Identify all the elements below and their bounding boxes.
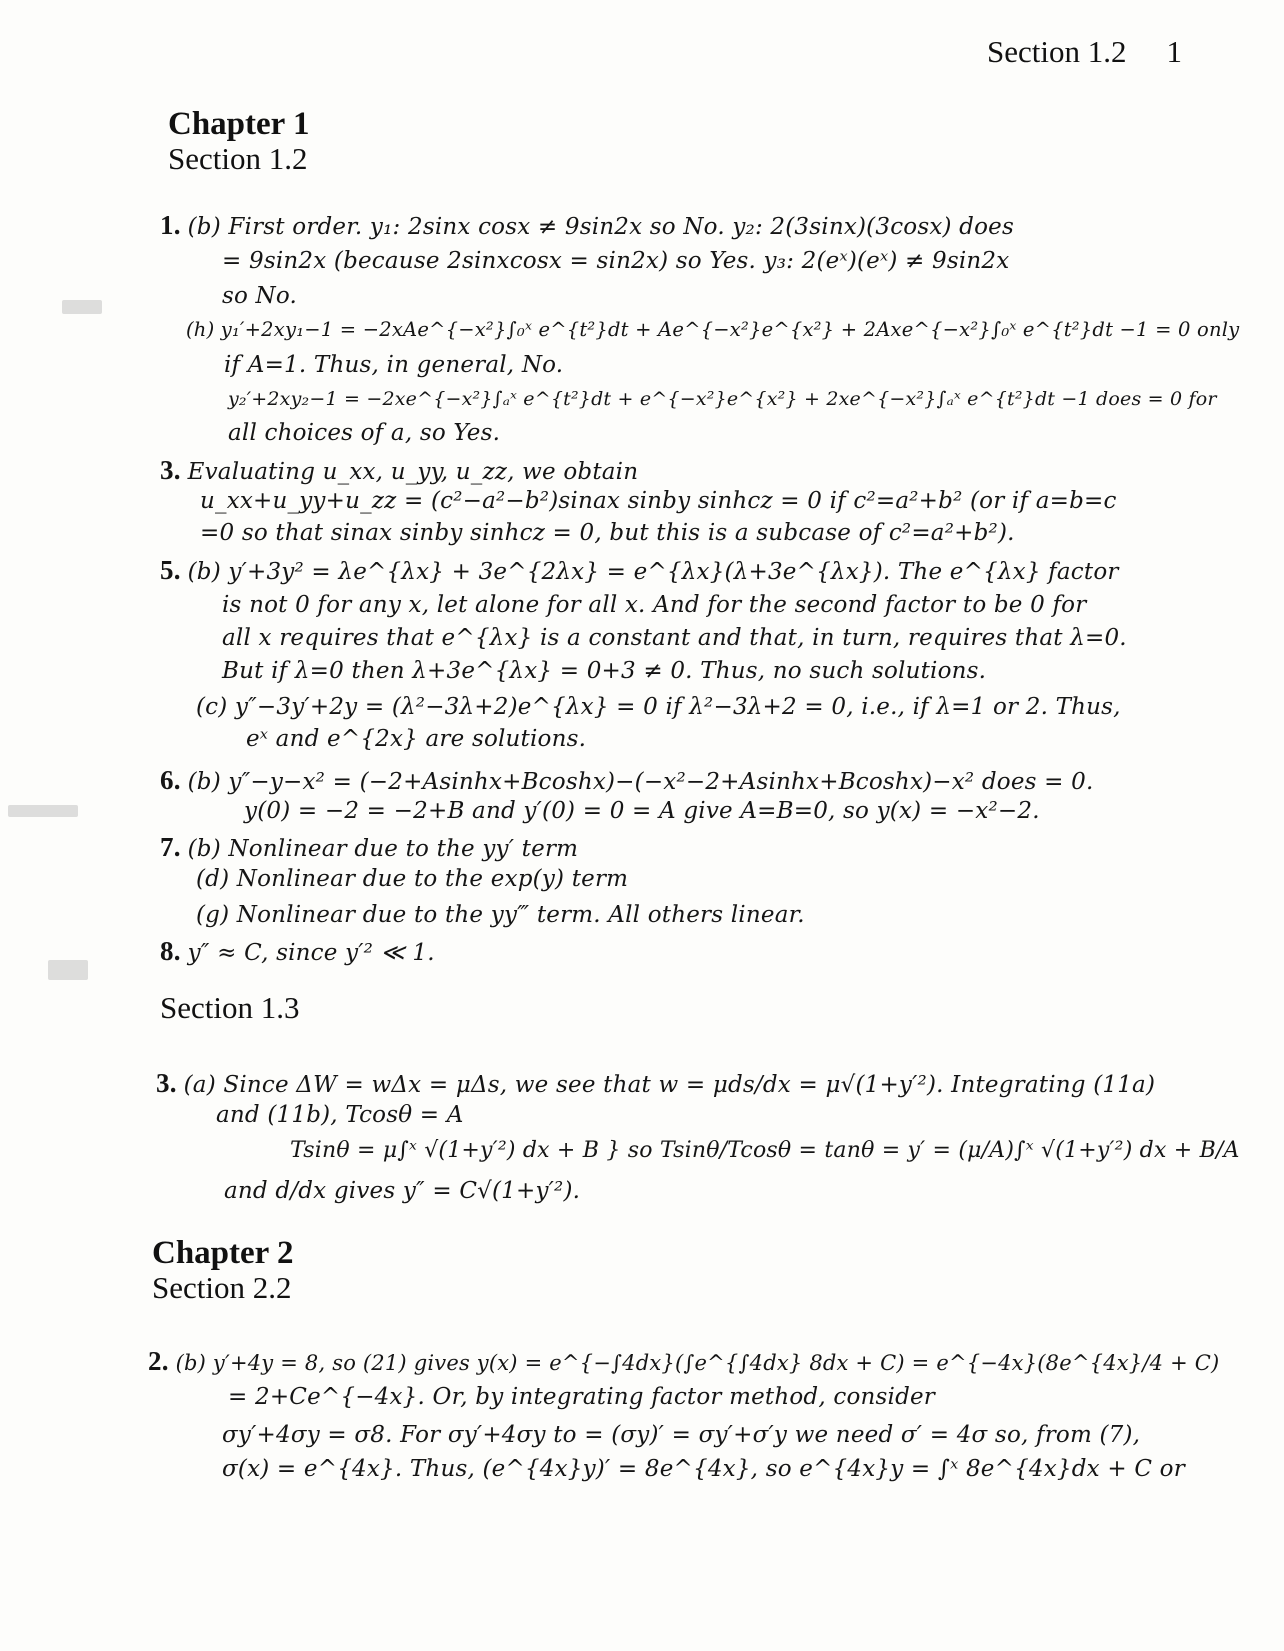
solution-text: is not 0 for any x, let alone for all x. And for the second factor to be 0 for	[222, 592, 1087, 618]
solution-text: σ(x) = e^{4x}. Thus, (e^{4x}y)′ = 8e^{4x}, so e^{4x}y = ∫ˣ 8e^{4x}dx + C or	[222, 1456, 1185, 1482]
problem-number: 2.	[148, 1346, 176, 1376]
scan-speck	[62, 300, 102, 314]
section-title: Section 2.2	[152, 1270, 292, 1305]
solution-line	[244, 798, 1040, 824]
solution-line	[160, 765, 1093, 796]
problem-number: 6.	[160, 765, 188, 795]
solution-line	[160, 936, 435, 967]
solution-text: so No.	[222, 283, 298, 309]
solution-line	[222, 658, 986, 684]
solution-text: (b) y″−y−x² = (−2+Asinhx+Bcoshx)−(−x²−2+Asinhx+Bcoshx)−x² does = 0.	[187, 769, 1094, 795]
solution-text: and (11b), Tcosθ = A	[216, 1102, 464, 1128]
solution-line	[222, 248, 1009, 274]
solution-text: if A=1. Thus, in general, No.	[224, 352, 564, 378]
solution-text: and d/dx gives y″ = C√(1+y′²).	[224, 1178, 581, 1204]
solution-text: eˣ and e^{2x} are solutions.	[246, 726, 587, 752]
page-number: 1	[1166, 34, 1182, 69]
solution-text: y″ ≈ C, since y′² ≪ 1.	[187, 940, 435, 966]
solution-text: Tsinθ = μ∫ˣ √(1+y′²) dx + B } so Tsinθ/Tcosθ = tanθ = y′ = (μ/A)∫ˣ √(1+y′²) dx + B/A	[290, 1138, 1240, 1163]
solution-line	[156, 1068, 1155, 1099]
solution-line	[200, 520, 1015, 546]
chapter-2-heading	[152, 1235, 293, 1305]
problem-number: 1.	[160, 210, 188, 240]
solution-line	[200, 488, 1117, 514]
solution-line	[224, 1178, 580, 1204]
solution-line	[222, 283, 297, 309]
chapter-title: Chapter 2	[152, 1235, 294, 1271]
solution-text: (c) y″−3y′+2y = (λ²−3λ+2)e^{λx} = 0 if λ²−3λ+2 = 0, i.e., if λ=1 or 2. Thus,	[196, 694, 1121, 720]
solution-text: (b) y′+3y² = λe^{λx} + 3e^{2λx} = e^{λx}(λ+3e^{λx}). The e^{λx} factor	[187, 559, 1119, 585]
solution-text: (d) Nonlinear due to the exp(y) term	[196, 866, 629, 892]
solution-line	[228, 388, 1217, 410]
section-title: Section 1.2	[168, 141, 308, 176]
chapter-title: Chapter 1	[168, 106, 310, 142]
solution-line	[216, 1102, 464, 1128]
section-1-3-heading: Section 1.3	[160, 990, 300, 1025]
solution-text: But if λ=0 then λ+3e^{λx} = 0+3 ≠ 0. Thus, no such solutions.	[222, 658, 987, 684]
solution-line	[290, 1138, 1240, 1163]
solution-text: (b) Nonlinear due to the yy′ term	[187, 836, 579, 862]
solution-line	[196, 694, 1121, 720]
solution-line	[222, 1456, 1185, 1482]
solution-text: y₂′+2xy₂−1 = −2xe^{−x²}∫ₐˣ e^{t²}dt + e^{−x²}e^{x²} + 2xe^{−x²}∫ₐˣ e^{t²}dt −1 does = 0 for	[228, 388, 1217, 410]
solution-text: (b) y′+4y = 8, so (21) gives y(x) = e^{−∫4dx}(∫e^{∫4dx} 8dx + C) = e^{−4x}(8e^{4x}/4 + C)	[175, 1351, 1220, 1375]
solution-line	[160, 555, 1119, 586]
solution-text: = 9sin2x (because 2sinxcosx = sin2x) so Yes. y₃: 2(eˣ)(eˣ) ≠ 9sin2x	[222, 248, 1010, 274]
solution-line	[160, 210, 1014, 241]
solution-line	[160, 455, 638, 486]
solution-line	[224, 352, 563, 378]
solution-text: u_xx+u_yy+u_zz = (c²−a²−b²)sinax sinby sinhcz = 0 if c²=a²+b² (or if a=b=c	[200, 488, 1117, 514]
solution-line	[222, 625, 1127, 651]
solution-text: (h) y₁′+2xy₁−1 = −2xAe^{−x²}∫₀ˣ e^{t²}dt + Ae^{−x²}e^{x²} + 2Axe^{−x²}∫₀ˣ e^{t²}dt −1 = 0 only	[186, 318, 1240, 341]
solution-line	[222, 1422, 1140, 1448]
page-header	[987, 34, 1182, 70]
solution-line	[246, 726, 586, 752]
solution-text: all x requires that e^{λx} is a constant and that, in turn, requires that λ=0.	[222, 625, 1127, 651]
solution-text: (a) Since ΔW = wΔx = μΔs, we see that w = μds/dx = μ√(1+y′²). Integrating (11a)	[183, 1072, 1156, 1098]
solution-line	[186, 318, 1239, 341]
solution-text: y(0) = −2 = −2+B and y′(0) = 0 = A give A=B=0, so y(x) = −x²−2.	[244, 798, 1040, 824]
solution-line	[228, 1384, 935, 1410]
scan-speck	[8, 805, 78, 817]
chapter-1-heading	[168, 106, 309, 176]
solution-line	[196, 902, 805, 928]
solution-line	[160, 832, 578, 863]
solution-text: σy′+4σy = σ8. For σy′+4σy to = (σy)′ = σy′+σ′y we need σ′ = 4σ so, from (7),	[222, 1422, 1141, 1448]
problem-number: 8.	[160, 936, 188, 966]
solution-line	[222, 592, 1086, 618]
solution-line	[148, 1346, 1219, 1377]
solution-text: all choices of a, so Yes.	[228, 420, 501, 446]
header-section: Section 1.2	[987, 34, 1127, 69]
problem-number: 3.	[160, 455, 188, 485]
solution-text: =0 so that sinax sinby sinhcz = 0, but this is a subcase of c²=a²+b²).	[200, 520, 1015, 546]
solution-line	[196, 866, 628, 892]
problem-number: 7.	[160, 832, 188, 862]
solution-line	[228, 420, 500, 446]
scan-speck	[48, 960, 88, 980]
solution-text: (g) Nonlinear due to the yy‴ term. All others linear.	[196, 902, 805, 928]
problem-number: 5.	[160, 555, 188, 585]
solution-text: (b) First order. y₁: 2sinx cosx ≠ 9sin2x so No. y₂: 2(3sinx)(3cosx) does	[187, 214, 1014, 240]
solution-text: = 2+Ce^{−4x}. Or, by integrating factor method, consider	[228, 1384, 936, 1410]
problem-number: 3.	[156, 1068, 184, 1098]
solution-text: Evaluating u_xx, u_yy, u_zz, we obtain	[187, 459, 639, 485]
